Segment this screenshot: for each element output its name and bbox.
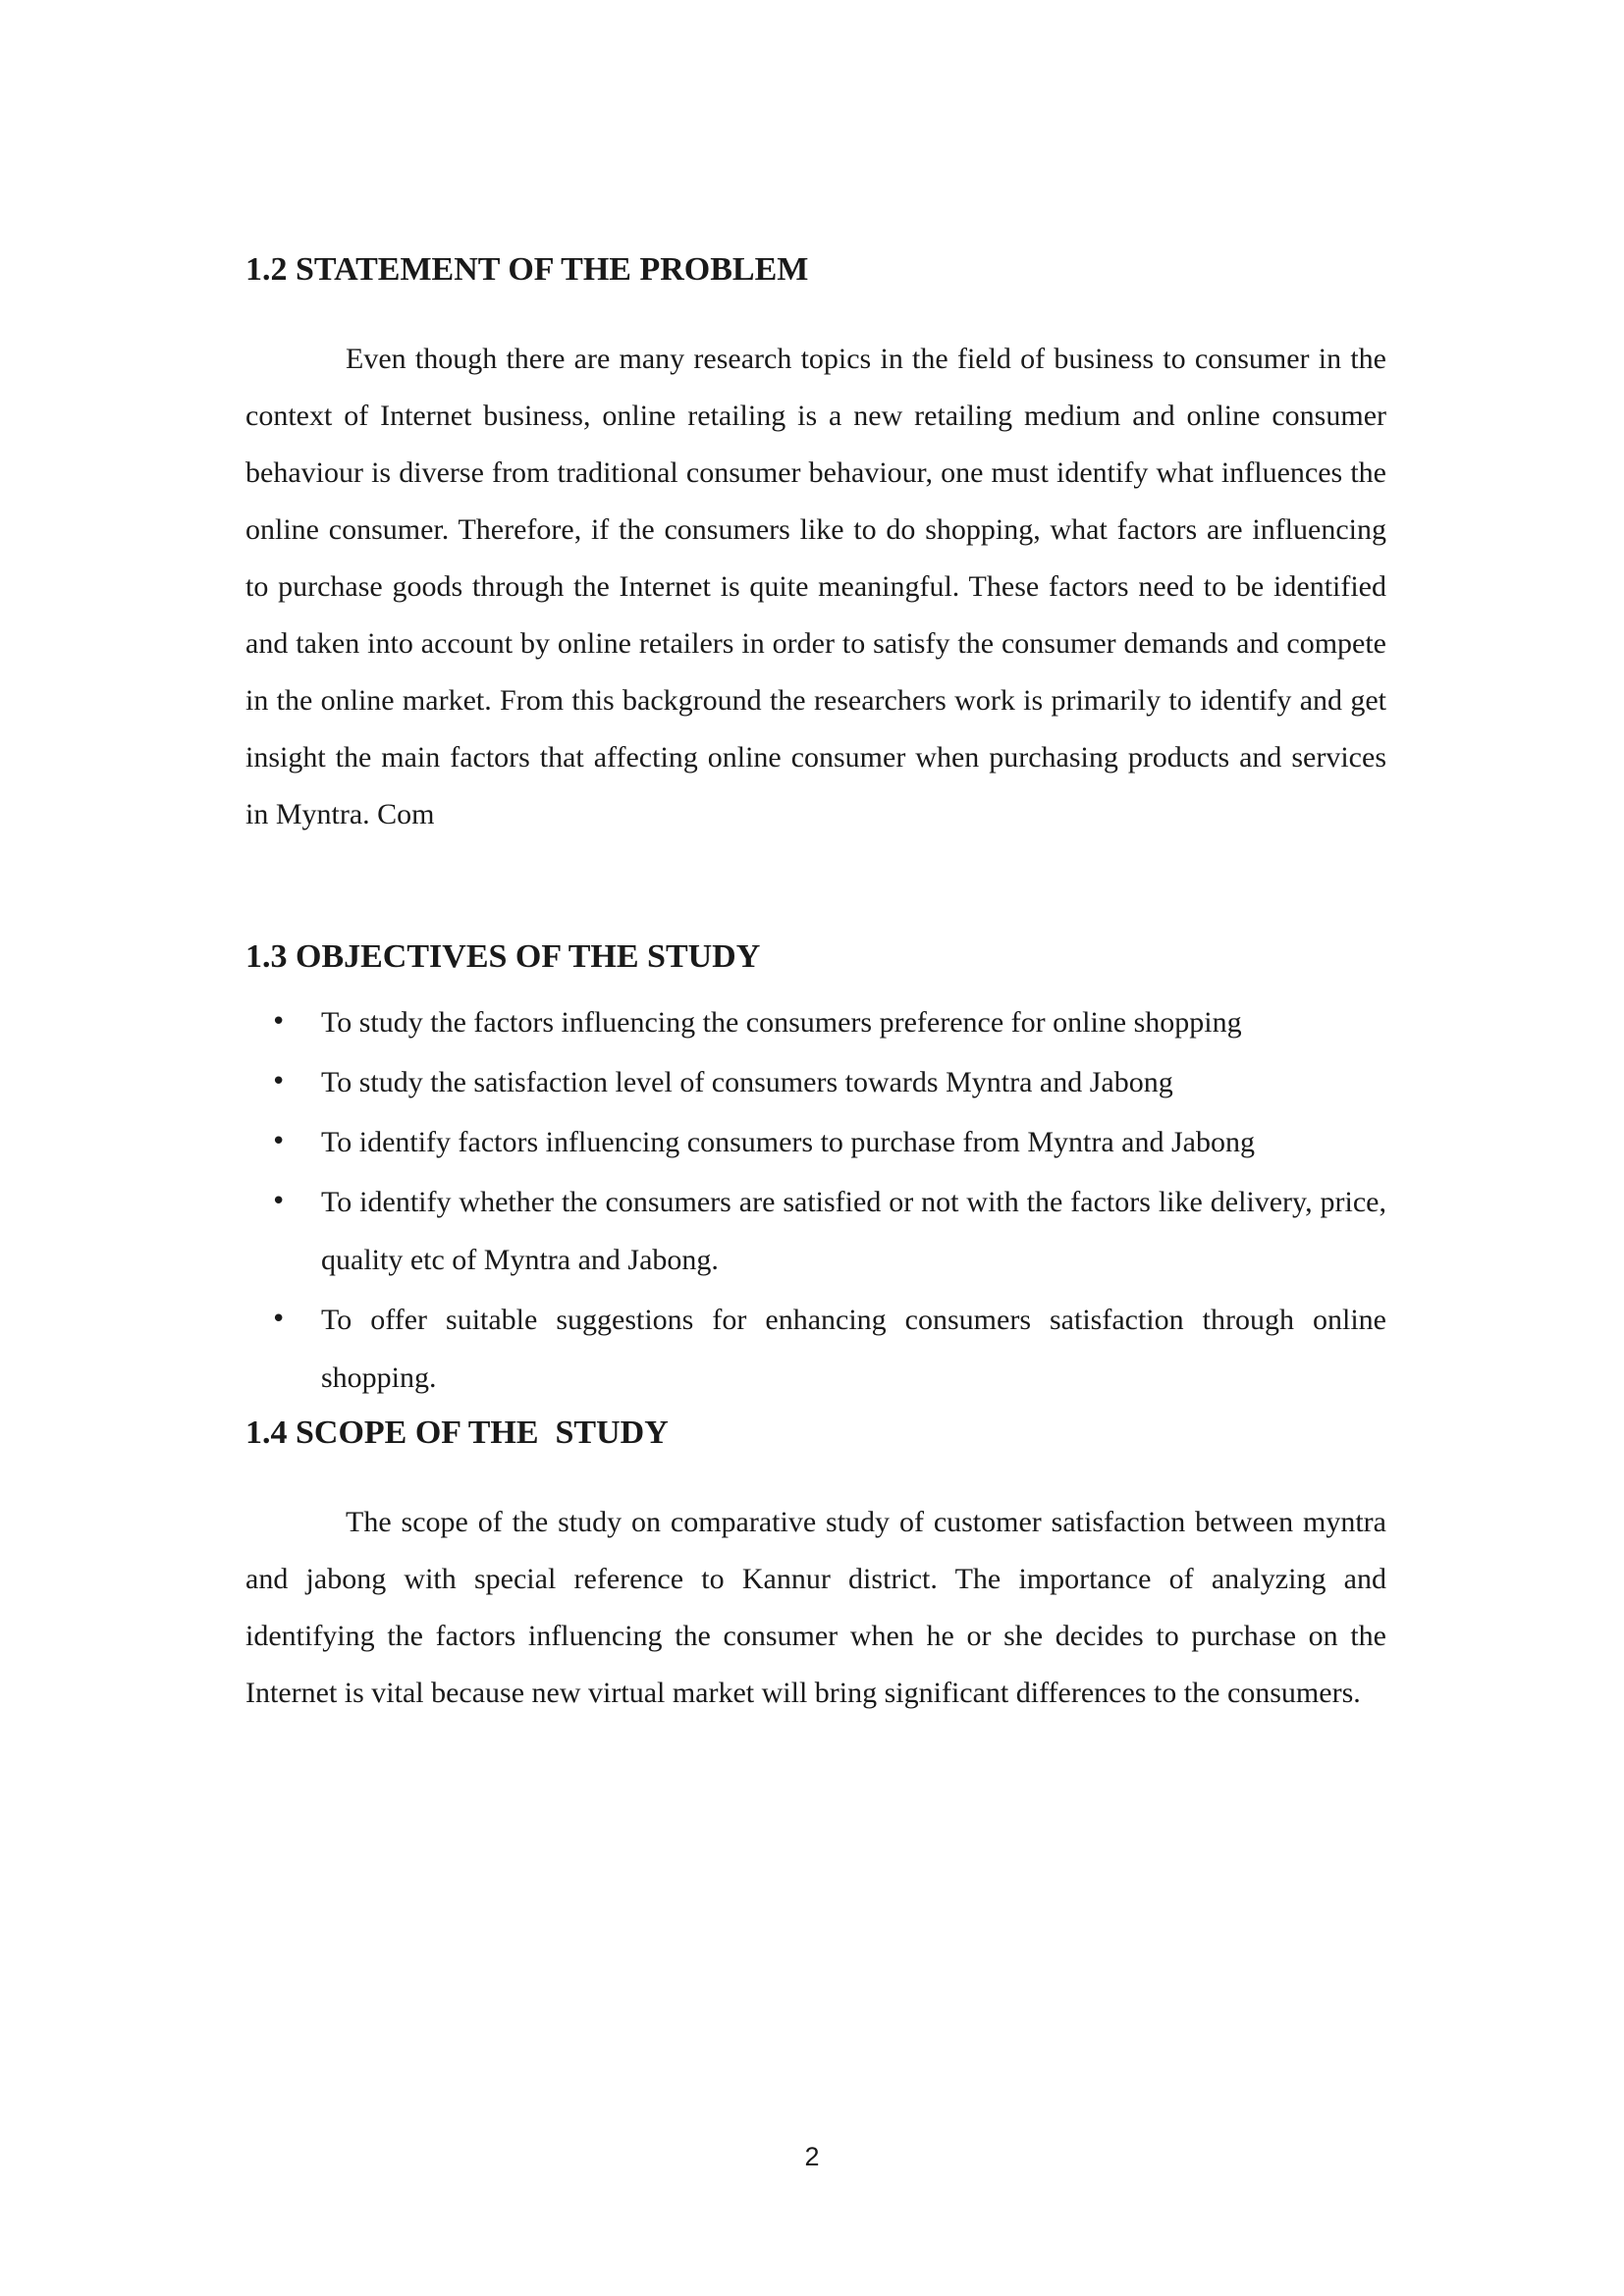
- scope-paragraph: The scope of the study on comparative study of customer satisfaction between myntra and jabong with special reference to Kannur district. The importance of analyzing and identifying the factors influencing the consumer when he or she decides to purchase on the Internet is vital because new virtual market will bring significant differences to the consumers.: [245, 1506, 1386, 1709]
- objective-text: To identify whether the consumers are satisfied or not with the factors like delivery, price, quality etc of Myntra and Jabong.: [321, 1186, 1386, 1276]
- section-heading-statement: 1.2 STATEMENT OF THE PROBLEM: [245, 251, 809, 288]
- objective-text: To study the factors influencing the consumers preference for online shopping: [321, 1006, 1242, 1039]
- statement-body: [245, 331, 1386, 843]
- objective-text: To identify factors influencing consumers to purchase from Myntra and Jabong: [321, 1126, 1255, 1158]
- section-heading-objectives: 1.3 OBJECTIVES OF THE STUDY: [245, 938, 761, 975]
- statement-paragraph: Even though there are many research topics in the field of business to consumer in the context of Internet business, online retailing is a new retailing medium and online consumer behaviour is diverse from traditional consumer behaviour, one must identify what influences the online consumer. Therefore, if the consumers like to do shopping, what factors are influencing to purchase goods through the Internet is quite meaningful. These factors need to be identified and taken into account by online retailers in order to satisfy the consumer demands and compete in the online market. From this background the researchers work is primarily to identify and get insight the main factors that affecting online consumer when purchasing products and services in Myntra. Com: [245, 343, 1386, 830]
- objectives-body: [245, 993, 1386, 1409]
- objective-item: [245, 993, 1386, 1051]
- bullet-icon: •: [271, 1007, 287, 1037]
- objective-item: [245, 1173, 1386, 1289]
- scope-body: [245, 1494, 1386, 1722]
- bullet-icon: •: [271, 1127, 287, 1156]
- objective-item: [245, 1291, 1386, 1407]
- objective-item: [245, 1113, 1386, 1171]
- page-number: 2: [804, 2142, 820, 2171]
- objective-item: [245, 1053, 1386, 1111]
- objective-text: To offer suitable suggestions for enhancing consumers satisfaction through online shopping.: [321, 1304, 1386, 1394]
- bullet-icon: •: [271, 1187, 287, 1216]
- section-heading-scope: 1.4 SCOPE OF THE STUDY: [245, 1415, 669, 1451]
- objectives-list: [245, 993, 1386, 1407]
- bullet-icon: •: [271, 1305, 287, 1334]
- objective-text: To study the satisfaction level of consumers towards Myntra and Jabong: [321, 1066, 1173, 1098]
- bullet-icon: •: [271, 1067, 287, 1096]
